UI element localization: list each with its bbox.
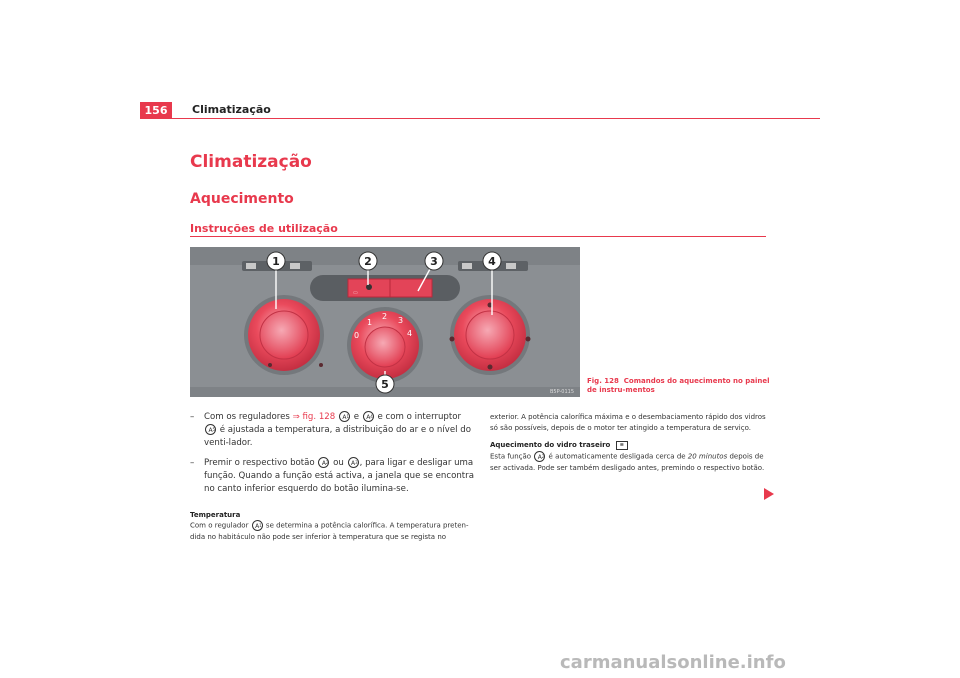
continued-paragraph: exterior. A potência calorífica máxima e o desembaciamento rápido dos vidros só são possíveis, depois de o motor ter atingido a temperatura de serviço. — [490, 413, 766, 432]
header-rule — [140, 118, 820, 119]
figure-caption — [587, 377, 777, 395]
dashboard-illustration — [190, 247, 580, 397]
ref-circle-a2: A 2 — [318, 457, 329, 468]
ref-circle-a1: A 1 — [339, 411, 350, 422]
rear-window-heading: Aquecimento do vidro traseiro ≡ — [490, 440, 772, 451]
page-title: Climatização — [190, 152, 312, 172]
fan-label-4: 4 — [407, 329, 413, 338]
callout-5: 5 — [381, 378, 389, 391]
watermark: carmanualsonline.info — [560, 652, 786, 673]
callout-3: 3 — [430, 255, 438, 268]
right-column — [490, 412, 772, 480]
fan-label-3: 3 — [398, 316, 404, 325]
ref-circle-a4: A 4 — [363, 411, 374, 422]
figure-code: B5P-0115 — [549, 389, 574, 395]
rear-defrost-icon: ≡ — [616, 441, 628, 450]
subsection-title: Instruções de utilização — [190, 222, 338, 235]
instruction-bullet-1: – Com os reguladores ⇒ fig. 128 A 1 e A 4 e com o interruptor A 5 é ajustada a temperatura, a distribuição do ar e o nível do venti-lador. — [190, 412, 471, 448]
page-number: 156 — [144, 103, 168, 117]
figure-number: Fig. 128 — [587, 377, 619, 385]
temperature-paragraph: Com o regulador A 1 se determina a potência calorífica. A temperatura preten-dida no habitáculo não pode ser inferior à temperatura que se regista no — [190, 521, 469, 541]
ref-circle-a1-temp: A 1 — [252, 520, 263, 531]
rear-window-paragraph: Esta função A 2 é automaticamente desligada cerca de 20 minutos depois de ser activada. Pode ser também desligado antes, premindo o respectivo botão. — [490, 452, 765, 472]
ref-circle-a5: A 5 — [205, 424, 216, 435]
callout-2: 2 — [364, 255, 372, 268]
callout-4: 4 — [488, 255, 496, 268]
fan-label-2: 2 — [382, 312, 388, 321]
fan-label-1: 1 — [367, 318, 373, 327]
ref-circle-a3: A 3 — [348, 457, 359, 468]
figure-caption-text: Comandos do aquecimento no painel de instru-mentos — [587, 377, 770, 394]
svg-text:▭: ▭ — [353, 290, 358, 296]
temperature-heading: Temperatura — [190, 511, 241, 519]
callout-1: 1 — [272, 255, 280, 268]
figure-reference-link[interactable]: ⇒ fig. 128 — [292, 412, 336, 422]
air-distribution-knob — [450, 295, 531, 375]
instruction-bullet-2: – Premir o respectivo botão A 2 ou A 3 , para ligar e desligar uma função. Quando a função está activa, a janela que se encontra no canto inferior esquerdo do botão ilumina-se. — [190, 458, 474, 494]
heating-controls-figure — [190, 247, 580, 397]
next-page-arrow-icon[interactable] — [764, 488, 774, 500]
ref-circle-a2-rear: A 2 — [534, 451, 545, 462]
subsection-rule — [190, 236, 766, 237]
page-number-badge — [140, 102, 172, 118]
running-header: Climatização — [192, 103, 271, 116]
fan-label-0: 0 — [354, 331, 360, 340]
button-block — [310, 275, 460, 301]
section-title: Aquecimento — [190, 191, 294, 207]
temperature-knob — [244, 295, 324, 375]
